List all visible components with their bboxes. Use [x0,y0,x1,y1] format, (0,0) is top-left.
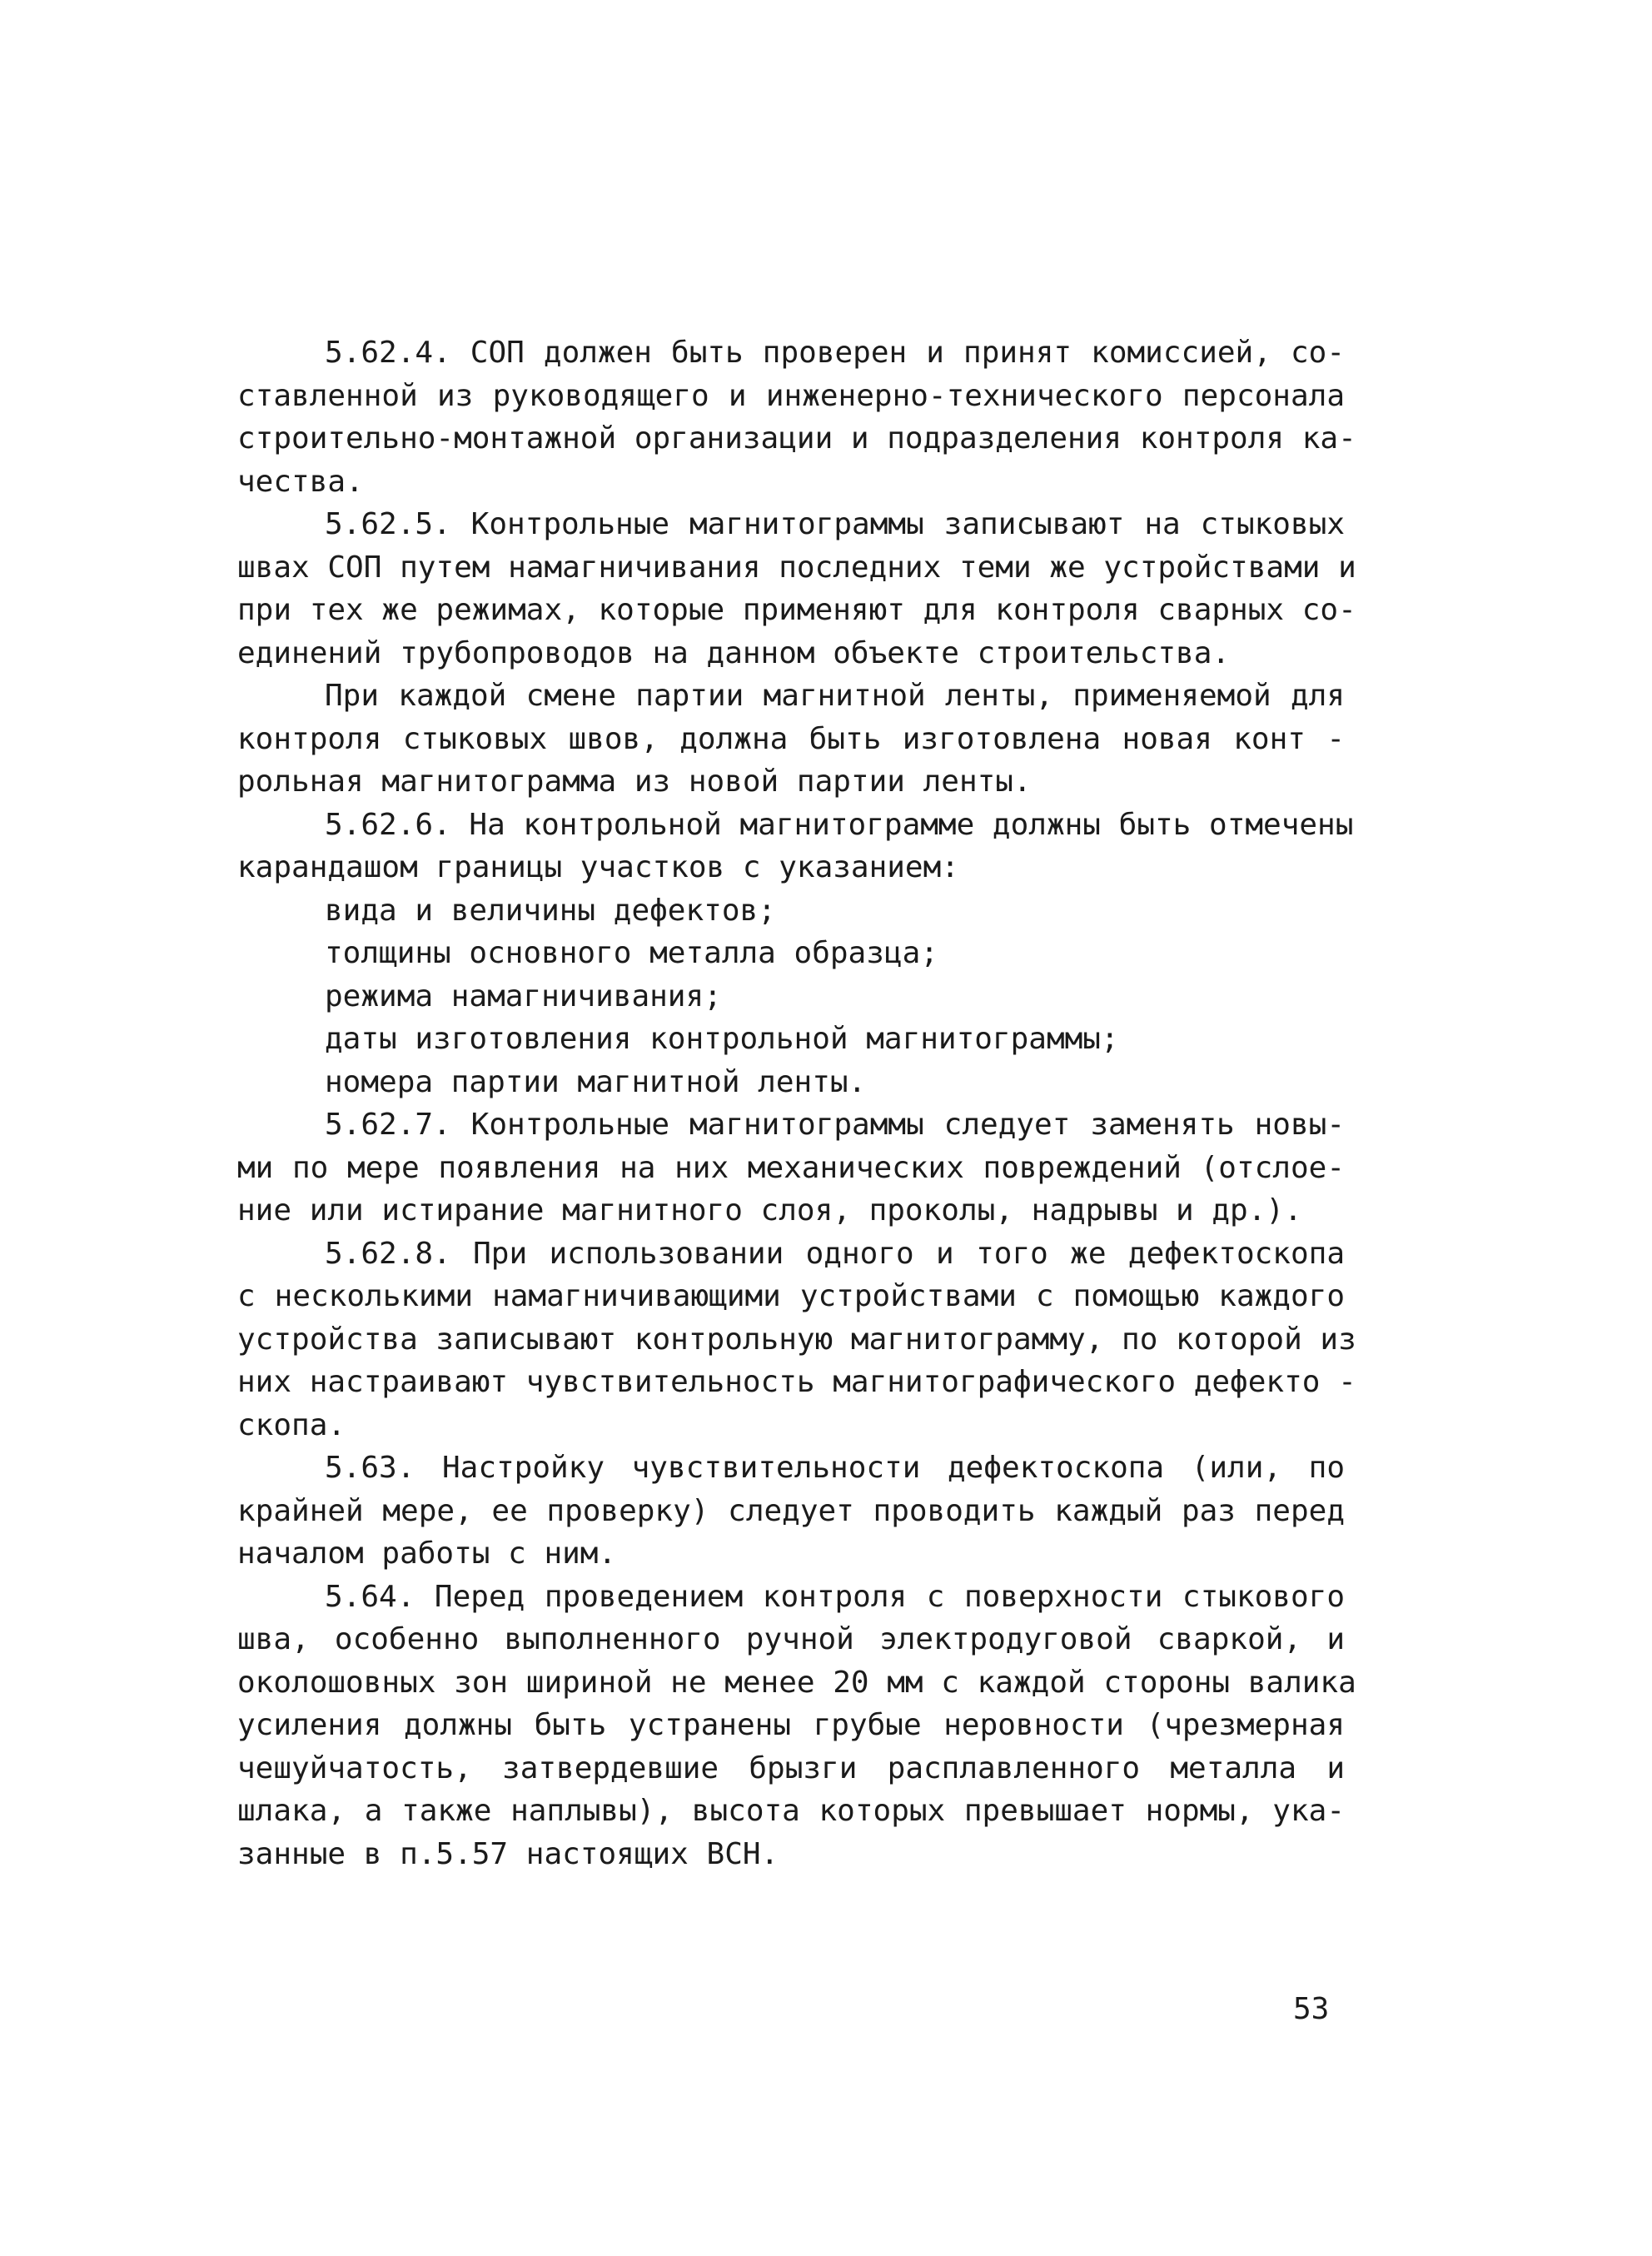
text-line: толщины основного металла образца; [325,936,938,970]
page-number: 53 [1293,1992,1330,2026]
text-line: 5.63. Настройку чувствительности дефектоскопа (или, по [325,1451,1345,1485]
text-line: режима намагничивания; [325,979,722,1013]
text-line: рольная магнитограмма из новой партии ленты. [237,764,1032,799]
text-line: единений трубопроводов на данном объекте строительства. [237,635,1231,670]
text-line: вида и величины дефектов; [325,893,776,928]
text-line: 5.62.8. При использовании одного и того же дефектоскопа [325,1236,1345,1271]
text-line: строительно-монтажной организации и подразделения контроля ка- [237,421,1356,456]
text-line: чешуйчатость, затвердевшие брызги расплавленного металла и [237,1751,1345,1785]
text-line: 5.64. Перед проведением контроля с поверхности стыкового [325,1579,1345,1614]
text-line: 5.62.5. Контрольные магнитограммы записывают на стыковых [325,507,1345,541]
text-line: карандашом границы участков с указанием: [237,850,959,884]
text-line: швах СОП путем намагничивания последних теми же устройствами и [237,550,1356,585]
text-line: ние или истирание магнитного слоя, проколы, надрывы и др.). [237,1193,1302,1228]
text-line: усиления должны быть устранены грубые неровности (чрезмерная [237,1708,1345,1742]
text-line: околошовных зон шириной не менее 20 мм с каждой стороны валика [237,1665,1356,1700]
text-line: 5.62.7. Контрольные магнитограммы следует заменять новы- [325,1108,1345,1142]
text-line: занные в п.5.57 настоящих ВСН. [237,1836,779,1871]
text-line: скопа. [237,1407,346,1442]
text-line: чества. [237,464,364,499]
text-line: началом работы с ним. [237,1536,617,1571]
text-line: 5.62.6. На контрольной магнитограмме должны быть отмечены [325,807,1354,842]
text-line: крайней мере, ее проверку) следует проводить каждый раз перед [237,1493,1345,1528]
text-line: номера партии магнитной ленты. [325,1064,867,1099]
text-line: при тех же режимах, которые применяют для контроля сварных со- [237,593,1356,627]
text-line: При каждой смене партии магнитной ленты, применяемой для [325,679,1345,713]
text-line: 5.62.4. СОП должен быть проверен и принят комиссией, со- [325,336,1345,370]
body-text [237,331,1356,1875]
text-line: шва, особенно выполненного ручной электродуговой сваркой, и [237,1622,1345,1656]
text-line: устройства записывают контрольную магнитограмму, по которой из [237,1322,1356,1357]
text-line: даты изготовления контрольной магнитограммы; [325,1022,1119,1056]
text-line: шлака, а также наплывы), высота которых превышает нормы, ука- [237,1794,1345,1828]
text-line: них настраивают чувствительность магнитографического дефекто - [237,1365,1356,1399]
text-line: с несколькими намагничивающими устройствами с помощью каждого [237,1279,1345,1313]
text-line: ставленной из руководящего и инженерно-технического персонала [237,378,1345,413]
text-line: ми по мере появления на них механических повреждений (отслое- [237,1150,1345,1185]
text-line: контроля стыковых швов, должна быть изготовлена новая конт - [237,721,1345,756]
